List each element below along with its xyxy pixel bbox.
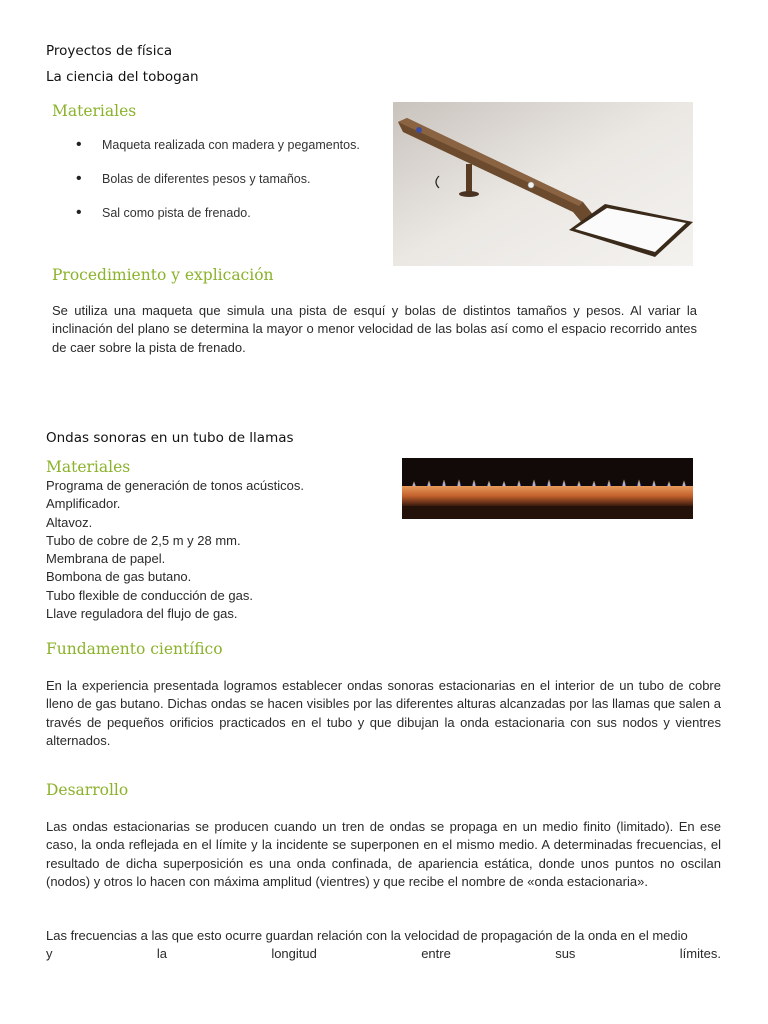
doc-subtitle: La ciencia del tobogan <box>46 69 199 85</box>
text-line-justified <box>46 945 721 963</box>
list-item: • Sal como pista de frenado. <box>76 206 386 240</box>
word: sus <box>555 946 576 962</box>
fundamento-text: En la experiencia presentada logramos establecer ondas sonoras estacionarias en el interior de un tubo de cobre lleno de gas butano. Dichas ondas se hacen visibles por las diferentes alturas alcanzadas por las llamas que salen a través de pequeños orificios practicados en el tubo y que dibujan la onda estacionaria con sus nodos y vientres alternados. <box>46 678 721 748</box>
list-item: Llave reguladora del flujo de gas. <box>46 606 238 622</box>
slide-ramp-photo <box>393 102 693 266</box>
desarrollo-text-2 <box>46 927 721 964</box>
list-item: Altavoz. <box>46 514 93 530</box>
list-item: Tubo flexible de conducción de gas. <box>46 587 253 603</box>
desarrollo-heading: Desarrollo <box>46 781 129 799</box>
word: longitud <box>271 946 317 962</box>
materials-heading-2: Materiales <box>46 458 131 476</box>
list-item: Programa de generación de tonos acústicos. <box>46 478 304 493</box>
procedure-heading: Procedimiento y explicación <box>52 266 274 284</box>
list-item: Amplificador. <box>46 496 121 512</box>
list-item: Bombona de gas butano. <box>46 569 192 585</box>
materials-list-2 <box>46 477 386 623</box>
word: entre <box>421 946 451 962</box>
text-line: Las frecuencias a las que esto ocurre guardan relación con la velocidad de propagación de la onda en el medio <box>46 928 688 943</box>
list-item: Tubo de cobre de 2,5 m y 28 mm. <box>46 532 241 548</box>
list-item: • Bolas de diferentes pesos y tamaños. <box>76 172 386 206</box>
doc-title: Proyectos de física <box>46 43 173 59</box>
word: y <box>46 946 53 962</box>
section-title-flames: Ondas sonoras en un tubo de llamas <box>46 430 294 446</box>
word: la <box>156 946 167 962</box>
list-item: • Maqueta realizada con madera y pegamentos. <box>76 138 386 172</box>
materials-heading-1: Materiales <box>52 102 137 120</box>
word: límites. <box>679 946 721 962</box>
fundamento-heading: Fundamento científico <box>46 640 223 658</box>
flame-tube-photo <box>402 458 693 519</box>
materials-list-1 <box>76 138 386 240</box>
list-item: Membrana de papel. <box>46 551 166 567</box>
procedure-text: Se utiliza una maqueta que simula una pista de esquí y bolas de distintos tamaños y pesos. Al variar la inclinación del plano se determina la mayor o menor velocidad de las bolas así como el espacio recorrido antes de caer sobre la pista de frenado. <box>52 303 697 355</box>
desarrollo-text: Las ondas estacionarias se producen cuando un tren de ondas se propaga en un medio finito (limitado). En ese caso, la onda reflejada en el límite y la incidente se superponen en el mismo medio. A determinadas frecuencias, el resultado de dicha superposición es una onda confinada, de apariencia estática, donde unos puntos no oscilan (nodos) y otros lo hacen con máxima amplitud (vientres) y que recibe el nombre de «onda estacionaria». <box>46 819 721 889</box>
